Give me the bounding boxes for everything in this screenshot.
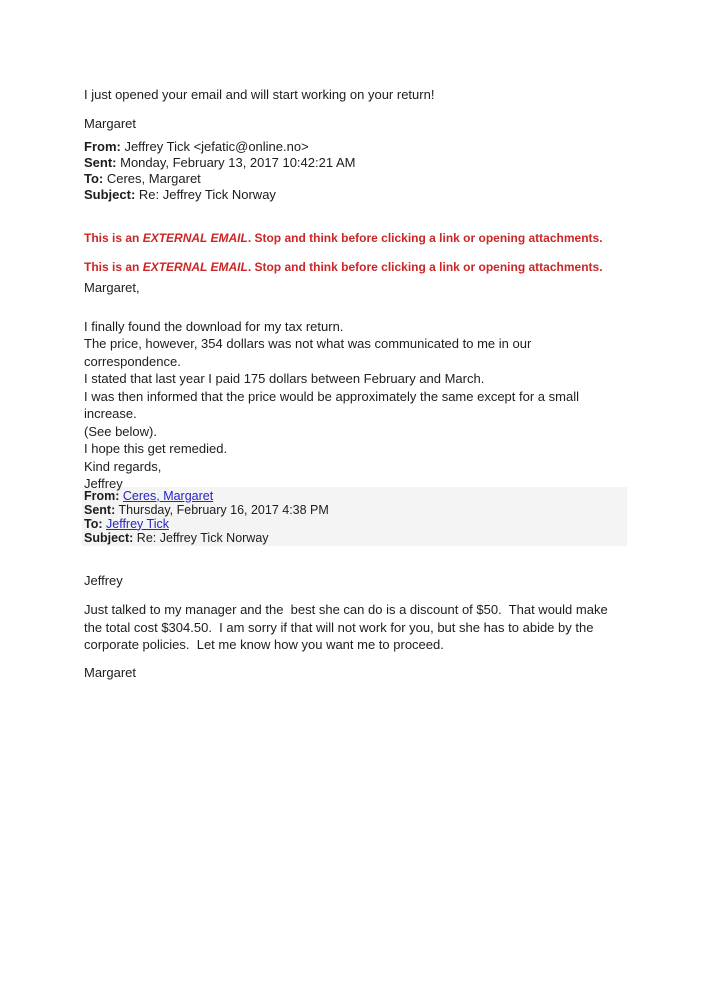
header2-from-link[interactable]: Ceres, Margaret — [122, 488, 214, 503]
message2-line: The price, however, 354 dollars was not what was communicated to me in our correspondence. — [84, 336, 532, 369]
message2-line: I hope this get remedied. — [84, 441, 228, 456]
header2-sent-value: Thursday, February 16, 2017 4:38 PM — [115, 502, 329, 517]
header2-subject-label: Subject: — [84, 530, 134, 545]
message3-greeting: Jeffrey — [84, 572, 123, 588]
warning2-prefix: This is an — [84, 259, 143, 274]
header2-to-link[interactable]: Jeffrey Tick — [106, 516, 169, 531]
message1-opening-line: I just opened your email and will start working on your return! — [84, 87, 435, 102]
message2-line: (See below). — [84, 423, 157, 439]
email-header-block-1 — [84, 139, 629, 203]
header2-from-row — [84, 489, 627, 503]
header1-from-label: From: — [84, 139, 121, 154]
header1-sent-label: Sent: — [84, 155, 117, 170]
header1-from-row — [84, 139, 629, 155]
external-email-warning-2 — [84, 259, 629, 277]
header1-subject-label: Subject: — [84, 187, 136, 202]
message2-line: I was then informed that the price would be approximately the same except for a small increase. — [84, 388, 579, 421]
header2-to-label: To: — [84, 516, 103, 531]
email-document — [84, 86, 629, 681]
message2-line: I stated that last year I paid 175 dollars between February and March. — [84, 371, 485, 386]
header1-sent-value: Monday, February 13, 2017 10:42:21 AM — [116, 155, 356, 170]
header2-subject-row — [84, 531, 627, 545]
message2-line: I finally found the download for my tax return. — [84, 318, 344, 334]
header1-to-row — [84, 171, 629, 187]
message3-paragraph: Just talked to my manager and the best she can do is a discount of $50. That would make the total cost $304.50. I am sorry if that will not work for you, but she has to abide by the corporate policies. Let me know how you want me to proceed. — [84, 602, 612, 652]
message2-line: Kind regards, — [84, 458, 162, 474]
header1-to-value: Ceres, Margaret — [103, 171, 201, 186]
warning1-suffix: . Stop and think before clicking a link or opening attachments. — [247, 231, 603, 245]
email-header-block-2 — [82, 487, 627, 546]
warning2-emphasis: EXTERNAL EMAIL — [142, 259, 248, 274]
message3-signature: Margaret — [84, 664, 137, 680]
header1-subject-value: Re: Jeffrey Tick Norway — [135, 187, 276, 202]
header2-sent-label: Sent: — [84, 502, 116, 517]
header2-from-label: From: — [84, 488, 120, 503]
warning1-prefix: This is an — [84, 231, 143, 245]
message2-greeting: Margaret, — [84, 280, 140, 295]
message2-body — [84, 318, 629, 493]
header1-sent-row — [84, 155, 629, 171]
header1-from-value: Jeffrey Tick <jefatic@online.no> — [120, 139, 309, 154]
header2-to-row — [84, 517, 627, 531]
message1-signature: Margaret — [84, 115, 137, 131]
header2-subject-value: Re: Jeffrey Tick Norway — [133, 530, 269, 545]
message2-signature: Jeffrey — [84, 476, 123, 491]
header2-sent-row — [84, 503, 627, 517]
header1-subject-row — [84, 187, 629, 203]
warning1-emphasis: EXTERNAL EMAIL — [142, 231, 248, 245]
external-email-warning-1 — [84, 230, 629, 248]
header1-to-label: To: — [84, 171, 104, 186]
warning2-suffix: . Stop and think before clicking a link or opening attachments. — [247, 259, 603, 274]
